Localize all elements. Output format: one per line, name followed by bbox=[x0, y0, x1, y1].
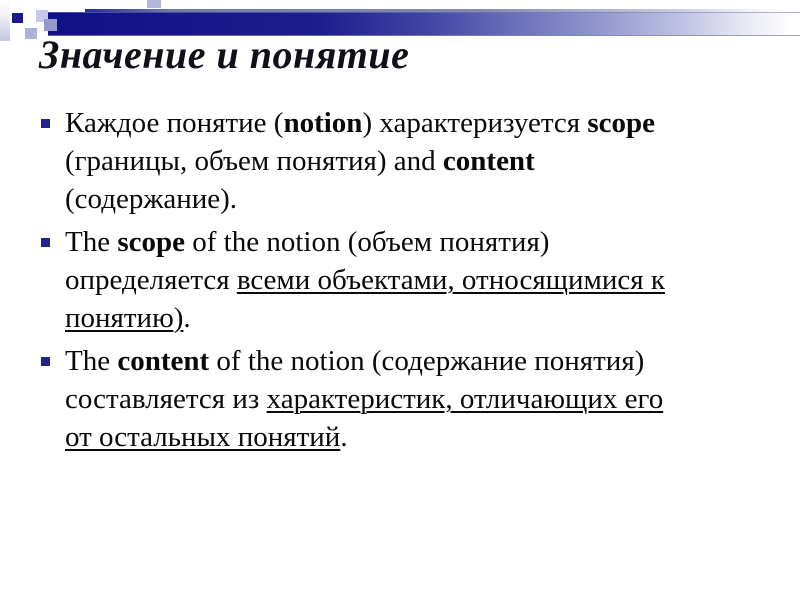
deco-square-top-edge bbox=[147, 0, 161, 8]
slide-title: Значение и понятие bbox=[39, 32, 410, 77]
bullet-square-icon bbox=[41, 238, 50, 247]
bullet-line: The scope of the notion (объем понятия) bbox=[65, 226, 550, 258]
bullet-line: определяется всеми объектами, относящимися к bbox=[65, 264, 665, 296]
bullet-line: (содержание). bbox=[65, 183, 238, 215]
left-gradient-bar bbox=[0, 0, 10, 41]
bullet-line: The content of the notion (содержание понятия) bbox=[65, 345, 645, 377]
deco-square-medium bbox=[44, 19, 57, 31]
bullet-square-icon bbox=[41, 119, 50, 128]
bullet-item bbox=[41, 223, 781, 337]
bullet-item bbox=[41, 342, 781, 456]
bullet-line: от остальных понятий. bbox=[65, 421, 348, 453]
bullet-square-icon bbox=[41, 357, 50, 366]
bullet-line: Каждое понятие (notion) характеризуется scope bbox=[65, 107, 655, 139]
bullet-item bbox=[41, 104, 781, 218]
deco-square-navy bbox=[12, 13, 23, 23]
deco-square-medium-light bbox=[25, 28, 37, 39]
bullet-line: составляется из характеристик, отличающих его bbox=[65, 383, 664, 415]
bullet-list bbox=[41, 104, 781, 461]
bullet-line: (границы, объем понятия) and content bbox=[65, 145, 535, 177]
bullet-line: понятию). bbox=[65, 302, 191, 334]
